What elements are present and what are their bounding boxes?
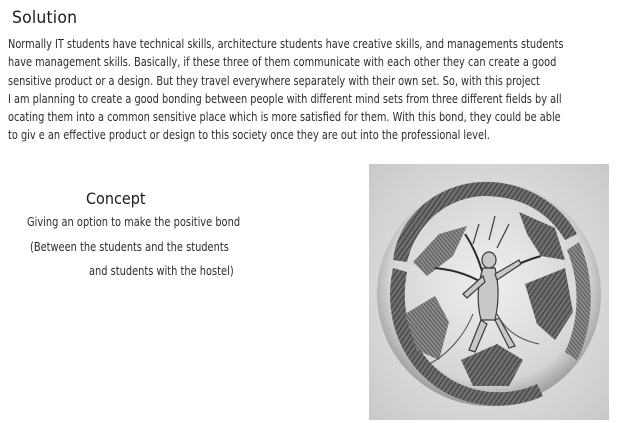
paragraph-line: I am planning to create a good bonding between people with different mind sets from three different fields by all (8, 90, 562, 106)
paragraph-line: Normally IT students have technical skills, architecture students have creative skills, and managements students (8, 36, 564, 51)
paragraph-line: ocating them into a common sensitive place which is more satisfied for them. With this bond, they could be able (8, 109, 561, 125)
paragraph-line: to giv e an effective product or design to this society once they are out into the professional level. (8, 127, 490, 143)
concept-sketch-image (369, 164, 609, 420)
solution-paragraph (8, 35, 608, 145)
solution-heading: Solution (12, 8, 78, 28)
concept-line: (Between the students and the students (30, 240, 229, 254)
concept-line: and students with the hostel) (89, 264, 234, 278)
concept-heading: Concept (86, 189, 146, 208)
concept-line: Giving an option to make the positive bond (27, 215, 241, 229)
paragraph-line: have management skills. Basically, if these three of them communicate with each other they can create a good (8, 54, 557, 70)
paragraph-line: sensitive product or a design. But they travel everywhere separately with their own set. So, with this project (8, 72, 540, 88)
